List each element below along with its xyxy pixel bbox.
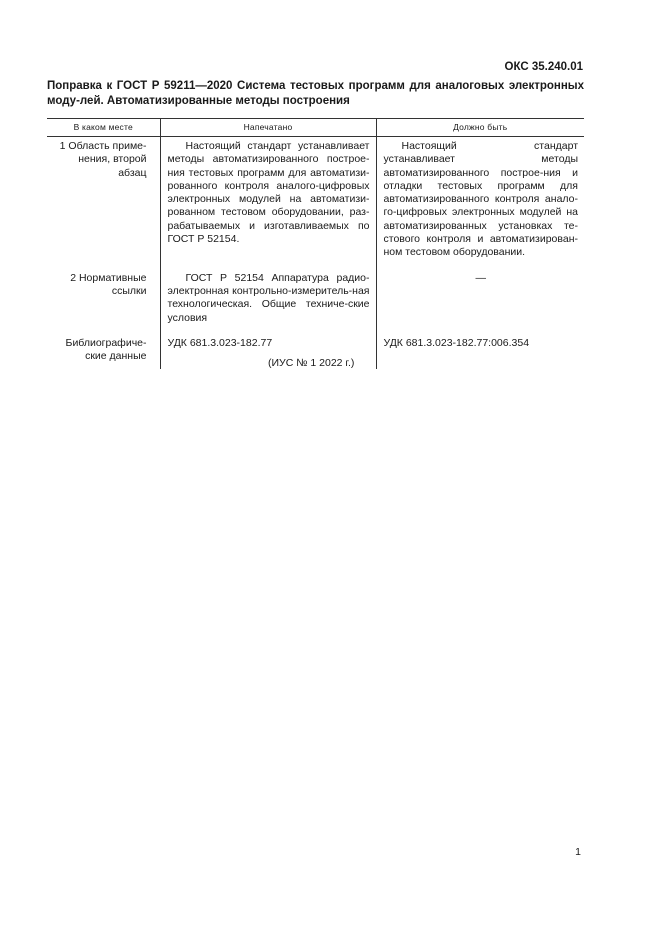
table-row — [47, 269, 584, 334]
cell-should-be: Настоящий стандарт устанавливает методы автоматизированного построе-ния и отладки тестовых программ для автоматизированного контроля анало-го-цифровых электронных модулей на автоматизированных установках те-стового контроля и автоматизирован-ном тестовом оборудовании. — [376, 137, 584, 269]
cell-should-be: — — [376, 269, 584, 334]
column-header-place: В каком месте — [47, 119, 160, 137]
page-number: 1 — [575, 846, 581, 858]
cell-printed: ГОСТ Р 52154 Аппаратура радио-электронная контрольно-измеритель-ная технологическая. Общие техниче-ские условия — [160, 269, 376, 334]
publication-note: (ИУС № 1 2022 г.) — [268, 357, 355, 369]
classification-code: ОКС 35.240.01 — [504, 61, 583, 73]
document-title: Поправка к ГОСТ Р 59211—2020 Система тестовых программ для аналоговых электронных моду-лей. Автоматизированные методы построения — [47, 80, 584, 107]
cell-printed: Настоящий стандарт устанавливает методы автоматизированного построе-ния тестовых программ для автоматизи-рованного контроля аналого-цифровых электронных модулей на автоматизи-рованном тестовом оборудовании, раз-рабатываемых и изготавливаемых по ГОСТ Р 52154. — [160, 137, 376, 269]
corrections-table — [47, 118, 584, 369]
column-header-printed: Напечатано — [160, 119, 376, 137]
table-row — [47, 137, 584, 269]
column-header-should-be: Должно быть — [376, 119, 584, 137]
cell-printed: УДК 681.3.023-182.77 — [160, 334, 376, 370]
table-header-row — [47, 119, 584, 137]
cell-should-be: УДК 681.3.023-182.77:006.354 — [376, 334, 584, 370]
cell-place: 2 Нормативные ссылки — [70, 271, 147, 297]
cell-place: 1 Область приме-нения, второй абзац — [59, 140, 147, 179]
cell-place: Библиографиче-ские данные — [65, 336, 147, 363]
